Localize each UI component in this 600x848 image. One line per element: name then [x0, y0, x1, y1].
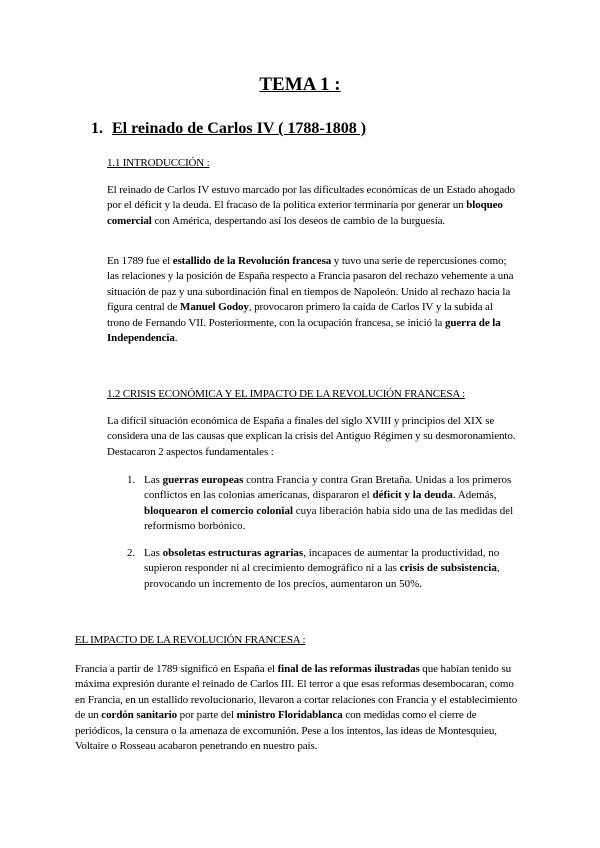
crisis-paragraph-1: La difícil situación económica de España a finales del siglo XVIII y principios del XIX se considera una de las causas que explican la crisis del Antiguo Régimen y su desmoronamiento. Destacaron 2 aspectos fundamentales :: [107, 415, 516, 458]
list-item-number: 2.: [127, 547, 136, 559]
impact-heading: EL IMPACTO DE LA REVOLUCIÓN FRANCESA :: [75, 634, 306, 646]
intro-paragraph-2: En 1789 fue el estallido de la Revolución francesa y tuvo una serie de repercusiones como; las relaciones y la posición de España respecto a Francia pasaron del rechazo vehemente a una situación de paz y una subordinación final en tiempos de Napoleón. Unido al rechazo hacia la figura central de Manuel Godoy, provocaron primero la caída de Carlos IV y la subida al trono de Fernando VII. Posteriormente, con la ocupación francesa, se inició la guerra de la Independencia.: [107, 255, 514, 345]
document-page: TEMA 1 : 1. El reinado de Carlos IV ( 1788-1808 ) 1.1 INTRODUCCIÓN : El reinado de Carlos IV estuvo marcado por las dificultades económicas de un Estado ahogado por el déficit y la deuda. El fracaso de la política exterior terminaría por generar un bloqueo comercial con América, despertando así los deseos de cambio de la burguesía. En 1789 fue el estallido de la Revolución francesa y tuvo una serie de repercusiones como; las relaciones y la posición de España respecto a Francia pasaron del rechazo vehemente a una situación de paz y una subordinación final en tiempos de Napoleón. Unido al rechazo hacia la figura central de Manuel Godoy, provocaron primero la caída de Carlos IV y la subida al trono de Fernando VII. Posteriormente, con la ocupación francesa, se inició la guerra de la Independencia. 1.2 CRISIS ECONÓMICA Y EL IMPACTO DE LA REVOLUCIÓN FRANCESA : La difícil situación económica de España a finales del siglo XVIII y principios del XIX se considera una de las causas que explican la crisis del Antiguo Régimen y su desmoronamiento. Destacaron 2 aspectos fundamentales : 1. Las guerras europeas contra Francia y contra Gran Bretaña. Unidas a los primeros conflictos en las colonias americanas, dispararon el déficit y la deuda. Además, bloquearon el comercio colonial cuya liberación había sido una de las medidas del reformismo borbónico. 2. Las obsoletas estructuras agrarias, incapaces de aumentar la productividad, no supieron responder ni al crecimiento demográfico ni a las crisis de subsistencia, provocando un incremento de los precios, aumentaron un 50%. EL IMPACTO DE LA REVOLUCIÓN FRANCESA : Francia a partir de 1789 significó en España el final de las reformas ilustradas que habían tenido su máxima expresión durante el reinado de Carlos III. El terror a que esas reformas desembocaran, como en Francia, en un estallido revolucionario, llevaron a cortar relaciones con Francia y el establecimiento de un cordón sanitario por parte del ministro Floridablanca con medidas como el cierre de periódicos, la censura o la amenaza de excomunión. Pese a los intentos, las ideas de Montesquieu, Voltaire o Rosseau acabaron penetrando en nuestro país.: [0, 0, 600, 848]
crisis-heading: 1.2 CRISIS ECONÓMICA Y EL IMPACTO DE LA REVOLUCIÓN FRANCESA :: [107, 388, 465, 400]
section-heading: [91, 120, 366, 138]
list-item-number: 1.: [127, 474, 136, 486]
section-title: El reinado de Carlos IV ( 1788-1808 ): [112, 120, 367, 137]
page-title: TEMA 1 :: [259, 74, 341, 95]
impact-paragraph-1: Francia a partir de 1789 significó en España el final de las reformas ilustradas que habían tenido su máxima expresión durante el reinado de Carlos III. El terror a que esas reformas desembocaran, como en Francia, en un estallido revolucionario, llevaron a cortar relaciones con Francia y el establecimiento de un cordón sanitario por parte del ministro Floridablanca con medidas como el cierre de periódicos, la censura o la amenaza de excomunión. Pese a los intentos, las ideas de Montesquieu, Voltaire o Rosseau acabaron penetrando en nuestro país.: [75, 663, 518, 753]
section-number: 1.: [91, 120, 103, 137]
intro-heading: 1.1 INTRODUCCIÓN :: [107, 157, 210, 169]
intro-paragraph-1: El reinado de Carlos IV estuvo marcado por las dificultades económicas de un Estado ahogado por el déficit y la deuda. El fracaso de la política exterior terminaría por generar un bloqueo comercial con América, despertando así los deseos de cambio de la burguesía.: [107, 184, 515, 227]
